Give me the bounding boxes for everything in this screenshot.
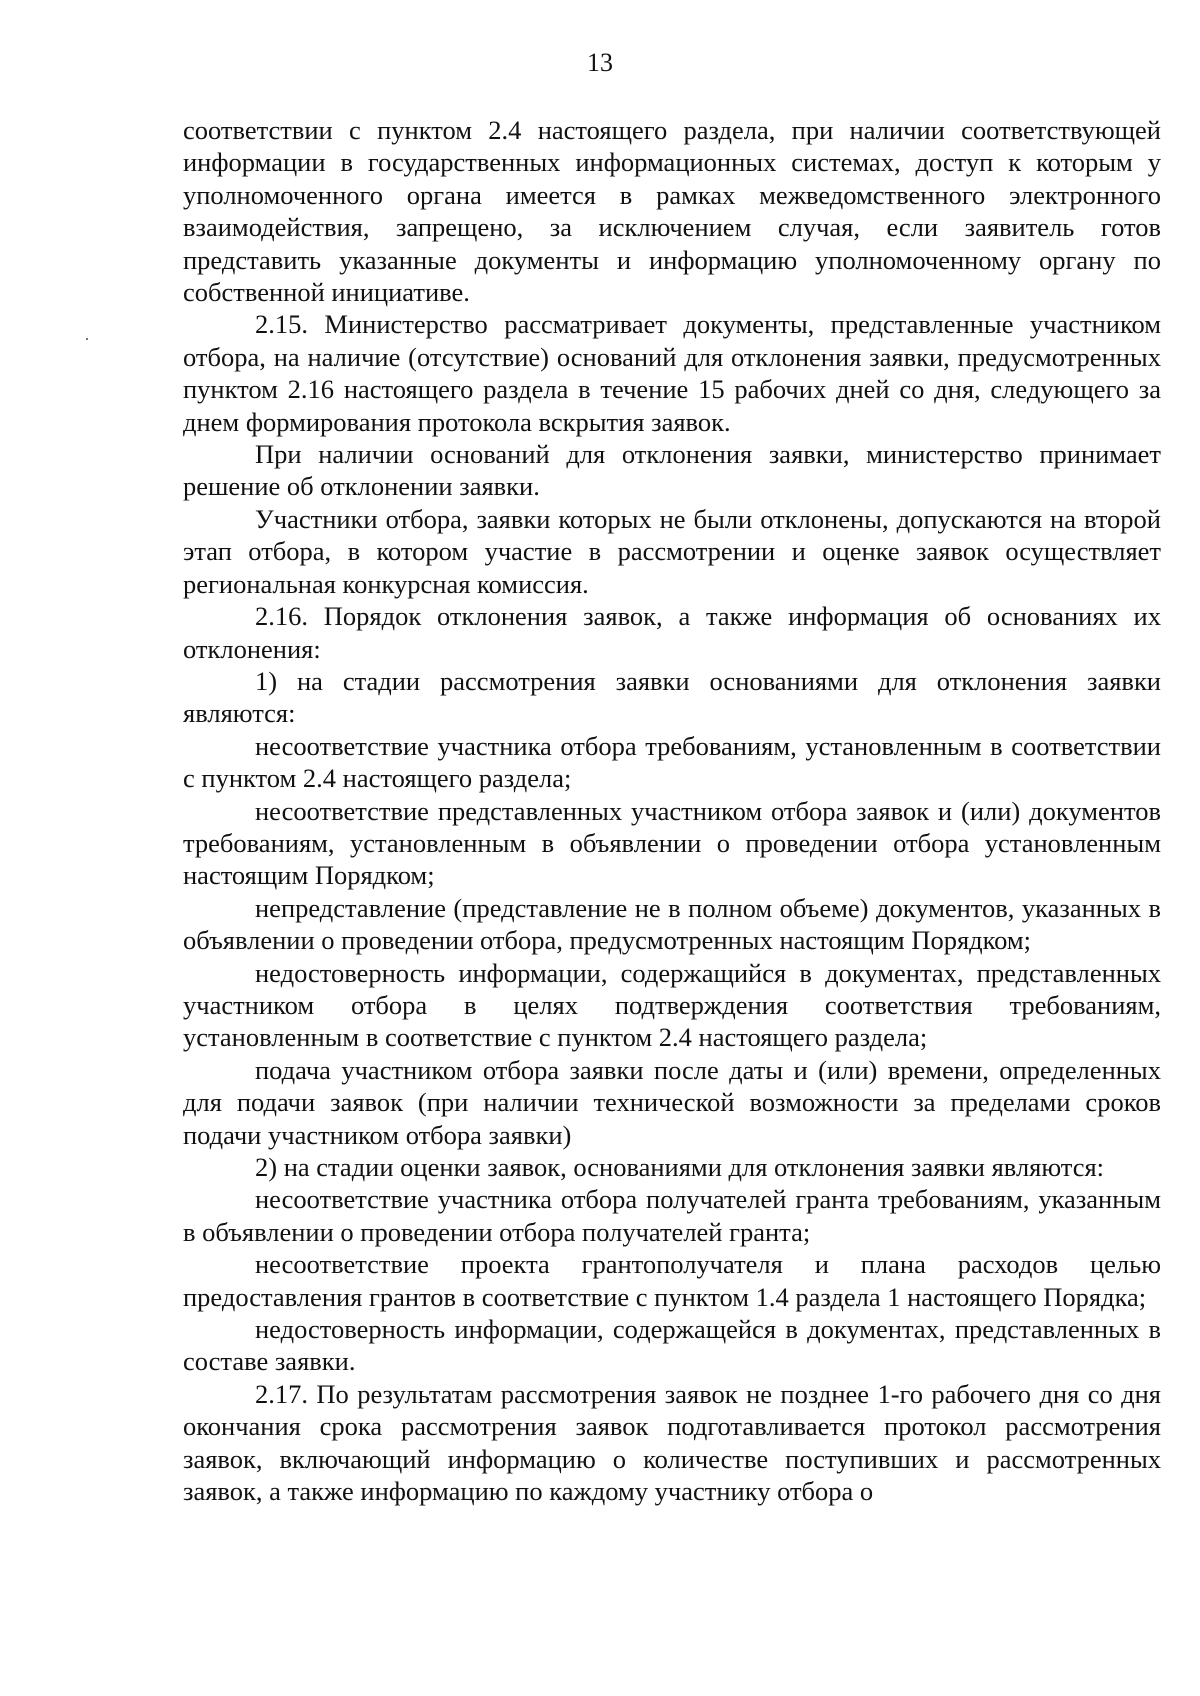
paragraph-2-16: 2.16. Порядок отклонения заявок, а также информация об основаниях их отклонения: — [183, 601, 1161, 664]
paragraph-continuation: соответствии с пунктом 2.4 настоящего раздела, при наличии соответствующей информации в государственных информационных системах, доступ к которым у уполномоченного органа имеется в рамках межведомственного электронного взаимодействия, запрещено, за исключением случая, если заявитель готов представить указанные документы и информацию уполномоченному органу по собственной инициативе. — [183, 115, 1161, 308]
list-heading-review-stage: 1) на стадии рассмотрения заявки основаниями для отклонения заявки являются: — [183, 665, 1161, 729]
list-item: несоответствие проекта грантополучателя и плана расходов целью предоставления грантов в соответствие с пунктом 1.4 раздела 1 настоящего Порядка; — [183, 1249, 1161, 1312]
list-item: несоответствие участника отбора получателей гранта требованиям, указанным в объявлении о проведении отбора получателей гранта; — [183, 1184, 1161, 1247]
list-item: несоответствие представленных участником отбора заявок и (или) документов требованиям, установленным в объявлении о проведении отбора установленным настоящим Порядком; — [183, 795, 1161, 891]
scan-speck — [86, 338, 88, 340]
list-item: непредставление (представление не в полном объеме) документов, указанных в объявлении о проведении отбора, предусмотренных настоящим Порядком; — [183, 892, 1161, 956]
list-item: несоответствие участника отбора требованиям, установленным в соответствии с пунктом 2.4 настоящего раздела; — [183, 730, 1161, 794]
list-item: подача участником отбора заявки после даты и (или) времени, определенных для подачи заявок (при наличии технической возможности за пределами сроков подачи участником отбора заявки) — [183, 1054, 1161, 1150]
page-number: 13 — [587, 48, 613, 77]
paragraph-second-stage: Участники отбора, заявки которых не были отклонены, допускаются на второй этап отбора, в котором участие в рассмотрении и оценке заявок осуществляет региональная конкурсная комиссия. — [183, 503, 1161, 599]
list-item: недостоверность информации, содержащейся в документах, представленных в составе заявки. — [183, 1314, 1161, 1377]
document-body — [183, 114, 1161, 1507]
paragraph-2-17: 2.17. По результатам рассмотрения заявок не позднее 1-го рабочего дня со дня окончания срока рассмотрения заявок подготавливается протокол рассмотрения заявок, включающий информацию о количестве поступивших и рассмотренных заявок, а также информацию по каждому участнику отбора о — [183, 1378, 1161, 1507]
paragraph-rejection-decision: При наличии оснований для отклонения заявки, министерство принимает решение об отклонении заявки. — [183, 439, 1161, 502]
list-heading-evaluation-stage: 2) на стадии оценки заявок, основаниями для отклонения заявки являются: — [255, 1152, 1105, 1182]
list-item: недостоверность информации, содержащийся в документах, представленных участником отбора в целях подтверждения соответствия требованиям, установленным в соответствие с пунктом 2.4 настоящего раздела; — [183, 957, 1161, 1053]
paragraph-2-15: 2.15. Министерство рассматривает документы, представленные участником отбора, на наличие (отсутствие) оснований для отклонения заявки, предусмотренных пунктом 2.16 настоящего раздела в течение 15 рабочих дней со дня, следующего за днем формирования протокола вскрытия заявок. — [183, 309, 1161, 437]
